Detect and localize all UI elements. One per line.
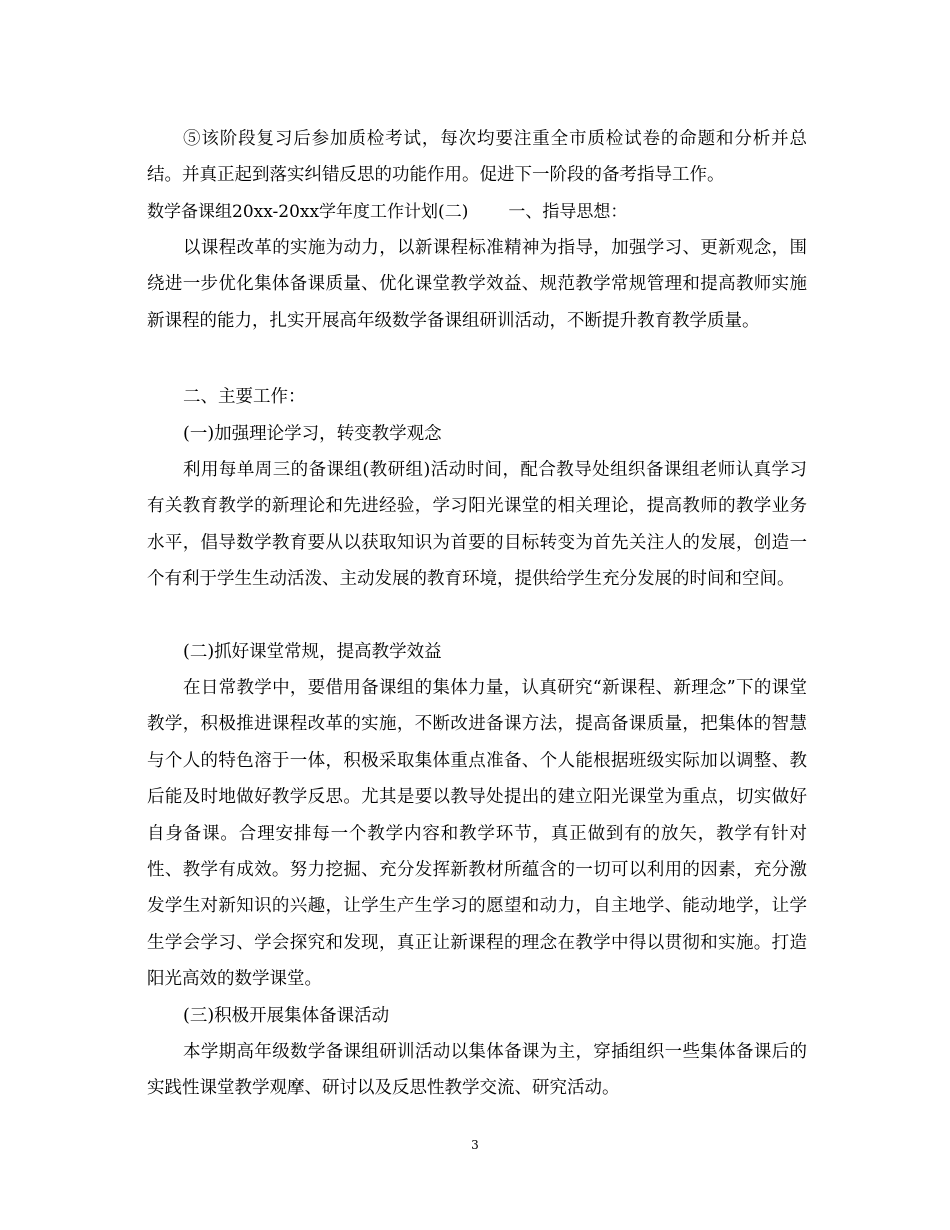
paragraph-review-summary: ⑤该阶段复习后参加质检考试，每次均要注重全市质检试卷的命题和分析并总结。并真正起到落实纠错反思的功能作用。促进下一阶段的备考指导工作。 xyxy=(147,129,807,186)
subsection-classroom-routine: (二)抓好课堂常规，提高教学效益 xyxy=(183,642,442,662)
subsection-theory-study: (一)加强理论学习，转变教学观念 xyxy=(183,424,442,444)
subsection-collective-prep: (三)积极开展集体备课活动 xyxy=(183,1006,390,1026)
page-number: 3 xyxy=(471,1138,479,1152)
paragraph-guiding-ideology: 以课程改革的实施为动力，以新课程标准精神为指导，加强学习、更新观念，围绕进一步优化集体备课质量、优化课堂教学效益、规范教学常规管理和提高教师实施新课程的能力，扎实开展高年级数学备课组研训活动，不断提升教育教学质量。 xyxy=(147,238,807,331)
plan-title: 数学备课组20xx-20xx学年度工作计划(二) xyxy=(147,202,469,222)
section-guiding-ideology: 一、指导思想： xyxy=(508,202,628,222)
paragraph-theory-study: 利用每单周三的备课组(教研组)活动时间，配合教导处组织备课组老师认真学习有关教育教学的新理论和先进经验，学习阳光课堂的相关理论，提高教师的教学业务水平，倡导数学教育要从以获取知识为首要的目标转变为首先关注人的发展，创造一个有利于学生生动活泼、主动发展的教育环境，提供给学生充分发展的时间和空间。 xyxy=(147,460,807,590)
section-main-work: 二、主要工作： xyxy=(183,387,306,407)
plan-title-line xyxy=(147,194,827,230)
paragraph-collective-prep: 本学期高年级数学备课组研训活动以集体备课为主，穿插组织一些集体备课后的实践性课堂教学观摩、研讨以及反思性教学交流、研究活动。 xyxy=(147,1042,807,1099)
paragraph-classroom-routine: 在日常教学中，要借用备课组的集体力量，认真研究“新课程、新理念”下的课堂教学，积极推进课程改革的实施，不断改进备课方法，提高备课质量，把集体的智慧与个人的特色溶于一体，积极采取集体重点准备、个人能根据班级实际加以调整、教后能及时地做好教学反思。尤其是要以教导处提出的建立阳光课堂为重点，切实做好自身备课。合理安排每一个教学内容和教学环节，真正做到有的放矢，教学有针对性、教学有成效。努力挖掘、充分发挥新教材所蕴含的一切可以利用的因素，充分激发学生对新知识的兴趣，让学生产生学习的愿望和动力，自主地学、能动地学，让学生学会学习、学会探究和发现，真正让新课程的理念在教学中得以贯彻和实施。打造阳光高效的数学课堂。 xyxy=(147,678,807,990)
